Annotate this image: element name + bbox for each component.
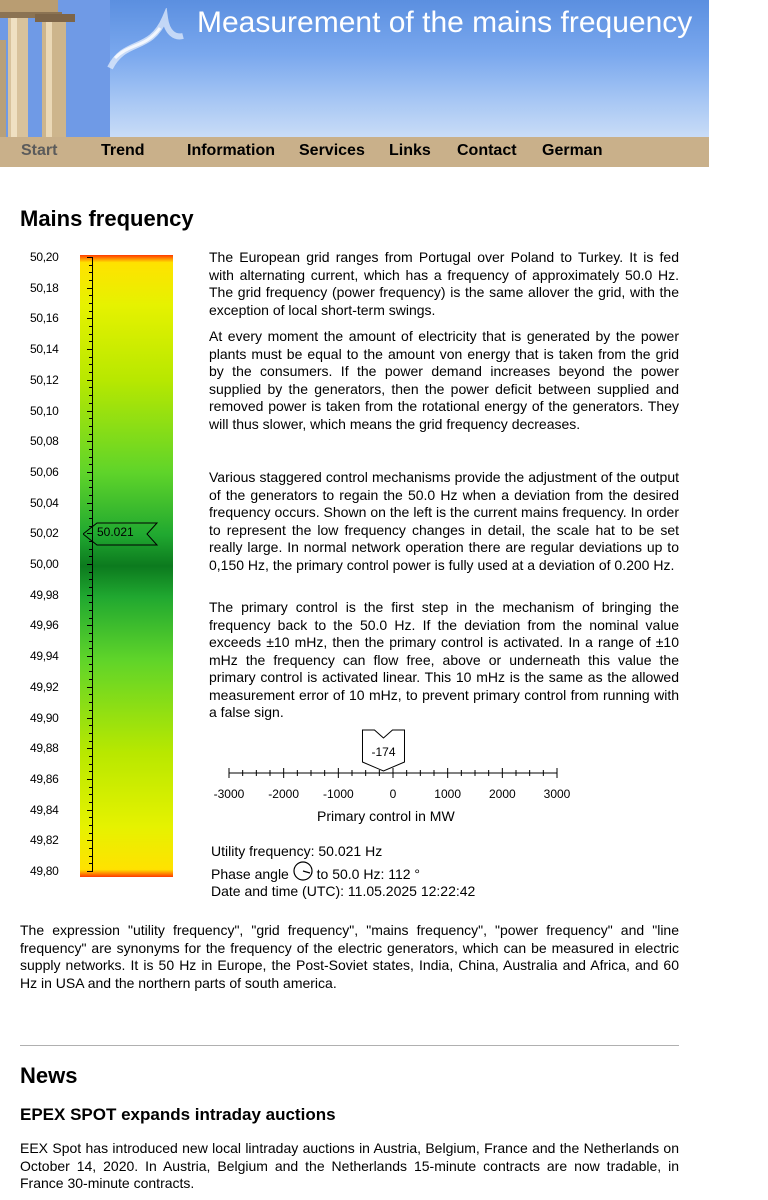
gauge-tick-label: 49,94 <box>30 649 59 664</box>
primary-control-tick-label: 3000 <box>543 787 571 801</box>
gauge-major-tick <box>87 871 93 872</box>
gauge-tick-label: 49,92 <box>30 679 59 694</box>
gauge-minor-tick <box>89 372 92 373</box>
readings <box>211 843 475 901</box>
gauge-minor-tick <box>89 295 92 296</box>
gauge-minor-tick <box>89 311 92 312</box>
gauge-major-tick <box>87 503 93 504</box>
gauge-minor-tick <box>89 764 92 765</box>
gauge-minor-tick <box>89 334 92 335</box>
gauge-minor-tick <box>89 771 92 772</box>
gauge-major-tick <box>87 411 93 412</box>
gauge-major-tick <box>87 564 93 565</box>
phase-angle-label: Phase angle <box>211 865 289 882</box>
gauge-minor-tick <box>89 487 92 488</box>
gauge-minor-tick <box>89 341 92 342</box>
gauge-major-tick <box>87 441 93 442</box>
nav-links[interactable]: Links <box>389 142 431 159</box>
gauge-major-tick <box>87 349 93 350</box>
columns-image <box>0 0 110 137</box>
date-time: Date and time (UTC): 11.05.2025 12:22:42 <box>211 883 476 899</box>
gauge-minor-tick <box>89 549 92 550</box>
frequency-pointer-value: 50.021 <box>97 525 134 539</box>
gauge-minor-tick <box>89 357 92 358</box>
gauge-major-tick <box>87 748 93 749</box>
gauge-minor-tick <box>89 387 92 388</box>
separator <box>20 1045 679 1046</box>
gauge-major-tick <box>87 380 93 381</box>
gauge-minor-tick <box>89 556 92 557</box>
gauge-minor-tick <box>89 710 92 711</box>
gauge-minor-tick <box>89 725 92 726</box>
gauge-tick-label: 50,06 <box>30 464 59 479</box>
site-title: Measurement of the mains frequency <box>197 6 693 39</box>
nav-trend[interactable]: Trend <box>101 142 145 159</box>
gauge-minor-tick <box>89 395 92 396</box>
nav-start[interactable]: Start <box>21 142 58 159</box>
gauge-minor-tick <box>89 364 92 365</box>
gauge-minor-tick <box>89 403 92 404</box>
primary-control-pointer-value: -174 <box>371 745 396 759</box>
gauge-minor-tick <box>89 756 92 757</box>
primary-control-tick-label: -1000 <box>322 787 354 801</box>
gauge-minor-tick <box>89 510 92 511</box>
primary-control-scale <box>209 728 589 828</box>
gauge-major-tick <box>87 595 93 596</box>
gauge-minor-tick <box>89 449 92 450</box>
frequency-gauge <box>20 245 180 895</box>
gauge-minor-tick <box>89 856 92 857</box>
gauge-major-tick <box>87 810 93 811</box>
primary-control-tick-label: 0 <box>389 787 397 801</box>
gauge-tick-label: 49,88 <box>30 741 59 756</box>
gauge-tick-label: 49,86 <box>30 771 59 786</box>
gauge-minor-tick <box>89 833 92 834</box>
gauge-tick-label: 49,98 <box>30 587 59 602</box>
gauge-minor-tick <box>89 426 92 427</box>
nav-services[interactable]: Services <box>299 142 365 159</box>
primary-control-tick-label: -2000 <box>268 787 299 801</box>
gauge-minor-tick <box>89 741 92 742</box>
gauge-tick-label: 50,08 <box>30 434 59 449</box>
gauge-minor-tick <box>89 794 92 795</box>
gauge-tick-label: 49,90 <box>30 710 59 725</box>
synonyms-paragraph: The expression "utility frequency", "grid frequency", "mains frequency", "power frequency" and "line frequency" are synonyms for the frequency of the electric generators, which can be measured in electric supply networks. It is 50 Hz in Europe, the Post-Soviet states, India, China, Australia and Africa, and 60 Hz in USA and the northern parts of south america. <box>20 922 679 991</box>
main-nav <box>0 137 709 167</box>
gauge-minor-tick <box>89 587 92 588</box>
primary-control-tick-label: 1000 <box>434 787 461 801</box>
gauge-minor-tick <box>89 863 92 864</box>
gauge-minor-tick <box>89 817 92 818</box>
gauge-minor-tick <box>89 272 92 273</box>
gauge-tick-label: 50,10 <box>30 403 59 418</box>
gauge-major-tick <box>87 656 93 657</box>
gauge-minor-tick <box>89 664 92 665</box>
gauge-minor-tick <box>89 671 92 672</box>
gauge-tick-label: 50,16 <box>30 311 59 326</box>
nav-contact[interactable]: Contact <box>457 142 517 159</box>
frequency-color-bar <box>80 255 173 877</box>
gauge-minor-tick <box>89 787 92 788</box>
gauge-major-tick <box>87 288 93 289</box>
gauge-minor-tick <box>89 679 92 680</box>
gauge-minor-tick <box>89 694 92 695</box>
gauge-tick-label: 50,00 <box>30 557 59 571</box>
gauge-minor-tick <box>89 825 92 826</box>
gauge-minor-tick <box>89 464 92 465</box>
gauge-minor-tick <box>89 733 92 734</box>
gauge-minor-tick <box>89 618 92 619</box>
primary-control-title: Primary control in MW <box>317 808 455 824</box>
paragraph-intro: The European grid ranges from Portugal over Poland to Turkey. It is fed with alternating current, which has a frequency of approximately 50.0 Hz. The grid frequency (power frequency) is the same allover the grid, with the exception of local short-term swings. <box>209 249 679 318</box>
nav-information[interactable]: Information <box>187 142 275 159</box>
cloud-image <box>105 8 185 78</box>
gauge-minor-tick <box>89 579 92 580</box>
gauge-tick-label: 50,04 <box>30 495 59 510</box>
gauge-major-tick <box>87 840 93 841</box>
phase-clock-icon <box>293 861 313 881</box>
phase-angle-line <box>211 861 475 884</box>
gauge-tick-label: 49,84 <box>30 802 59 817</box>
gauge-minor-tick <box>89 848 92 849</box>
gauge-major-tick <box>87 687 93 688</box>
article-title: EPEX SPOT expands intraday auctions <box>20 1105 336 1124</box>
gauge-minor-tick <box>89 702 92 703</box>
phase-angle-value: to 50.0 Hz: 112 ° <box>316 865 421 882</box>
gauge-minor-tick <box>89 648 92 649</box>
gauge-major-tick <box>87 257 93 258</box>
article-text: EEX Spot has introduced new local lintraday auctions in Austria, Belgium, France and the Netherlands on October 14, 2020. In Austria, Belgium and the Netherlands 15-minute contracts are now tradable, in France 30-minute contracts. <box>20 1140 679 1191</box>
gauge-minor-tick <box>89 303 92 304</box>
primary-control-tick-label: 2000 <box>488 787 516 801</box>
gauge-minor-tick <box>89 326 92 327</box>
gauge-minor-tick <box>89 802 92 803</box>
paragraph-primary: The primary control is the first step in the mechanism of bringing the frequency back to the 50.0 Hz. If the deviation from the nominal value exceeds ±10 mHz, then the primary control is activated. In a range of ±10 mHz the frequency can flow free, above or underneath this value the primary control is activated linear. This 10 mHz is the same as the allowed measurement error of 10 mHz, to prevent primary control from running with a false sign. <box>209 599 679 720</box>
gauge-minor-tick <box>89 434 92 435</box>
gauge-tick-label: 49,82 <box>30 833 59 848</box>
nav-german[interactable]: German <box>542 142 603 159</box>
gauge-tick-label: 49,80 <box>30 864 59 878</box>
gauge-minor-tick <box>89 572 92 573</box>
gauge-major-tick <box>87 779 93 780</box>
gauge-tick-label: 49,96 <box>30 618 59 633</box>
gauge-tick-label: 50,14 <box>30 342 59 357</box>
gauge-major-tick <box>87 718 93 719</box>
page-title: Mains frequency <box>20 206 194 231</box>
gauge-tick-label: 50,12 <box>30 372 59 387</box>
gauge-minor-tick <box>89 418 92 419</box>
gauge-minor-tick <box>89 265 92 266</box>
gauge-tick-label: 50,18 <box>30 280 59 295</box>
site-header <box>0 0 709 137</box>
gauge-minor-tick <box>89 641 92 642</box>
gauge-minor-tick <box>89 633 92 634</box>
gauge-tick-label: 50,20 <box>30 250 59 264</box>
paragraph-balance: At every moment the amount of electricity that is generated by the power plants must be equal to the amount von energy that is taken from the grid by the consumers. If the power demand increases beyond the power supplied by the generators, then the power deficit between supplied and removed power is taken from the rotational energy of the generators. They will thus slower, which means the grid frequency decreases. <box>209 328 679 432</box>
gauge-major-tick <box>87 318 93 319</box>
gauge-minor-tick <box>89 602 92 603</box>
gauge-major-tick <box>87 625 93 626</box>
gauge-minor-tick <box>89 457 92 458</box>
gauge-minor-tick <box>89 280 92 281</box>
gauge-minor-tick <box>89 480 92 481</box>
primary-control-tick-label: -3000 <box>213 787 245 801</box>
news-heading: News <box>20 1063 78 1088</box>
gauge-minor-tick <box>89 610 92 611</box>
paragraph-control: Various staggered control mechanisms provide the adjustment of the output of the generators to regain the 50.0 Hz when a deviation from the desired frequency occurs. Shown on the left is the current mains frequency. In order to represent the low frequency changes in detail, the scale hat to be set really large. In normal network operation there are regular deviations up to 0,150 Hz, the primary control power is fully used at a deviation of 0.200 Hz. <box>209 469 679 573</box>
gauge-minor-tick <box>89 518 92 519</box>
gauge-tick-label: 50,02 <box>30 526 59 541</box>
gauge-major-tick <box>87 472 93 473</box>
utility-frequency: Utility frequency: 50.021 Hz <box>211 843 383 859</box>
gauge-minor-tick <box>89 495 92 496</box>
